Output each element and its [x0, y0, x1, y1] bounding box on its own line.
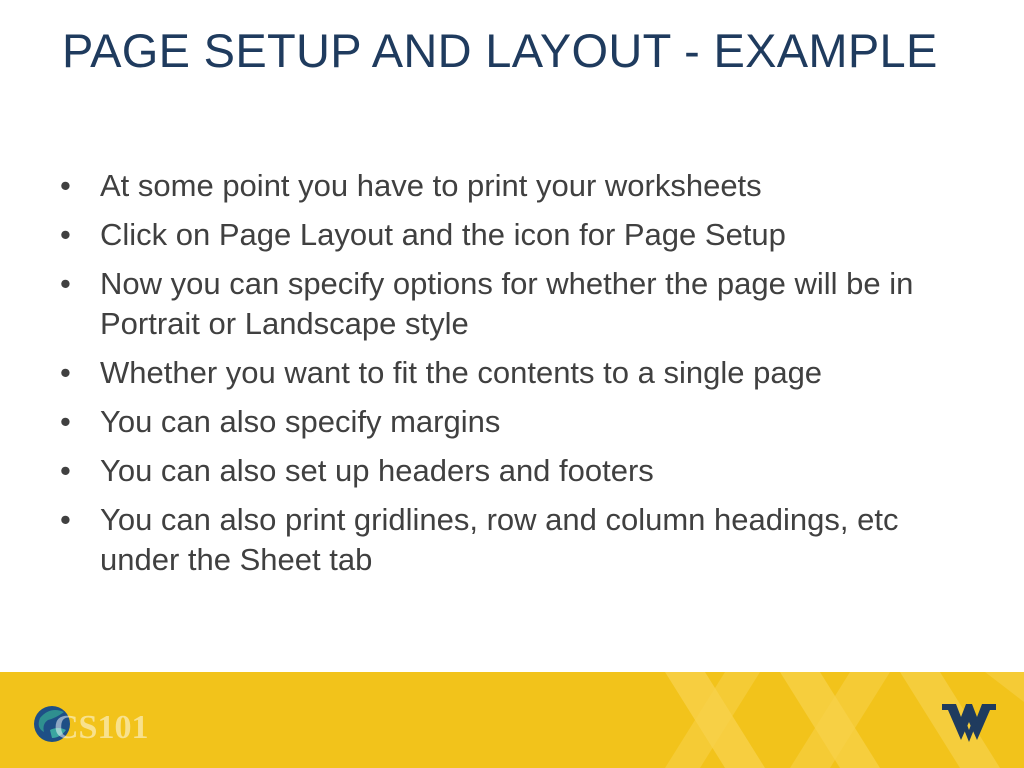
bullet-list [60, 166, 960, 589]
footer-band [0, 672, 1024, 768]
bullet-text: You can also specify margins [100, 404, 501, 439]
slide-title: PAGE SETUP AND LAYOUT - EXAMPLE [62, 24, 938, 77]
bullet-marker: • [60, 502, 71, 537]
bullet-marker: • [60, 168, 71, 203]
bullet-text: Now you can specify options for whether the page will be in Portrait or Landscape style [100, 266, 914, 341]
bullet-text: You can also print gridlines, row and column headings, etc under the Sheet tab [100, 502, 899, 577]
flying-wv-logo-icon [942, 700, 996, 744]
bullet-item [60, 353, 960, 393]
bullet-item [60, 500, 960, 580]
footer-stripe [985, 672, 1024, 702]
cs101-logo-icon [32, 700, 149, 748]
bullet-marker: • [60, 404, 71, 439]
bullet-marker: • [60, 355, 71, 390]
bullet-text: Click on Page Layout and the icon for Page Setup [100, 217, 786, 252]
bullet-item [60, 402, 960, 442]
bullet-marker: • [60, 266, 71, 301]
bullet-item [60, 264, 960, 344]
bullet-item [60, 451, 960, 491]
bullet-marker: • [60, 453, 71, 488]
bullet-text: You can also set up headers and footers [100, 453, 654, 488]
footer-stripes [0, 672, 1024, 768]
svg-text:CS101: CS101 [54, 709, 149, 746]
bullet-item [60, 166, 960, 206]
bullet-marker: • [60, 217, 71, 252]
bullet-item [60, 215, 960, 255]
bullet-text: At some point you have to print your worksheets [100, 168, 762, 203]
bullet-text: Whether you want to fit the contents to a single page [100, 355, 823, 390]
